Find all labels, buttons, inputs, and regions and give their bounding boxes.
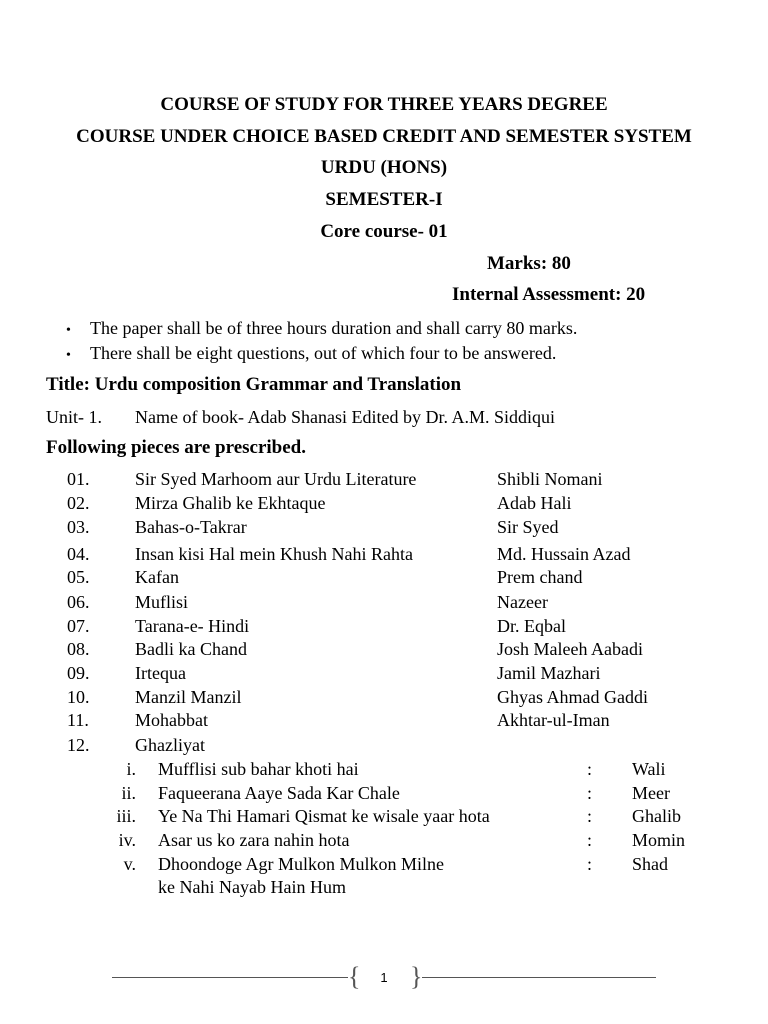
piece-no: 11. (67, 710, 89, 730)
piece-author: Dr. Eqbal (497, 616, 566, 636)
ghazal-poet: Shad (632, 854, 668, 874)
ghazal-num: v. (123, 854, 136, 874)
bullet-2-text: There shall be eight questions, out of which four to be answered. (90, 343, 557, 363)
piece-author: Ghyas Ahmad Gaddi (497, 687, 648, 707)
piece-title: Mohabbat (135, 710, 208, 730)
footer-rule-right (422, 977, 656, 978)
piece-author: Prem chand (497, 567, 583, 587)
piece-title: Kafan (135, 567, 179, 587)
piece-no: 07. (67, 616, 90, 636)
piece-title: Badli ka Chand (135, 639, 247, 659)
ghazal-num: i. (126, 759, 136, 779)
ghazal-num: iv. (118, 830, 136, 850)
piece-author: Nazeer (497, 592, 548, 612)
header-line-4: SEMESTER-I (325, 189, 443, 210)
ghazal-num: iii. (116, 806, 136, 826)
piece-no: 06. (67, 592, 90, 612)
bullet-1-text: The paper shall be of three hours duration and shall carry 80 marks. (90, 318, 578, 338)
page-number: 1 (380, 970, 388, 985)
footer-brace-left: { (348, 962, 361, 991)
internal-assessment-label: Internal Assessment: 20 (452, 284, 646, 305)
footer-rule-left (112, 977, 348, 978)
ghazal-title: Mufflisi sub bahar khoti hai (158, 759, 359, 779)
prescribed-heading: Following pieces are prescribed. (46, 437, 306, 458)
piece-author: Jamil Mazhari (497, 663, 601, 683)
piece-title: Bahas-o-Takrar (135, 517, 247, 537)
ghazal-title-continuation: ke Nahi Nayab Hain Hum (158, 877, 346, 897)
piece-author: Adab Hali (497, 493, 572, 513)
piece-author: Akhtar-ul-Iman (497, 710, 610, 730)
ghazal-poet: Wali (632, 759, 666, 779)
ghazal-sep: : (587, 759, 593, 779)
ghazal-title: Ye Na Thi Hamari Qismat ke wisale yaar hota (158, 806, 490, 826)
bullet-1 (66, 317, 71, 342)
piece-title: Tarana-e- Hindi (135, 616, 250, 636)
ghazal-poet: Meer (632, 783, 670, 803)
ghazal-title: Faqueerana Aaye Sada Kar Chale (158, 783, 400, 803)
ghazal-poet: Ghalib (632, 806, 681, 826)
piece-no: 10. (67, 687, 90, 707)
ghazal-sep: : (587, 854, 593, 874)
ghazal-sep: : (587, 830, 593, 850)
piece-no: 02. (67, 493, 90, 513)
piece-author: Sir Syed (497, 517, 559, 537)
piece-title: Ghazliyat (135, 735, 205, 755)
unit-text: Name of book- Adab Shanasi Edited by Dr. A.M. Siddiqui (135, 407, 555, 427)
piece-title: Sir Syed Marhoom aur Urdu Literature (135, 469, 417, 489)
piece-no: 12. (67, 735, 90, 755)
piece-author: Josh Maleeh Aabadi (497, 639, 643, 659)
piece-no: 05. (67, 567, 90, 587)
ghazal-num: ii. (121, 783, 136, 803)
bullet-dot-icon: • (66, 323, 71, 338)
header-line-3: URDU (HONS) (320, 157, 448, 178)
ghazal-title: Dhoondoge Agr Mulkon Mulkon Milne (158, 854, 444, 874)
piece-no: 09. (67, 663, 90, 683)
ghazal-title: Asar us ko zara nahin hota (158, 830, 350, 850)
piece-title: Manzil Manzil (135, 687, 242, 707)
piece-title: Muflisi (135, 592, 189, 612)
marks-label: Marks: 80 (487, 253, 571, 274)
header-line-2: COURSE UNDER CHOICE BASED CREDIT AND SEMESTER SYSTEM (76, 126, 692, 147)
header-line-5: Core course- 01 (320, 221, 448, 242)
piece-title: Irtequa (135, 663, 186, 683)
piece-no: 01. (67, 469, 90, 489)
bullet-2 (66, 342, 71, 367)
piece-title: Mirza Ghalib ke Ekhtaque (135, 493, 326, 513)
piece-no: 04. (67, 544, 90, 564)
ghazal-sep: : (587, 806, 593, 826)
bullet-dot-icon: • (66, 348, 71, 363)
footer-brace-right: } (410, 962, 423, 991)
ghazal-poet: Momin (632, 830, 686, 850)
header-line-1: COURSE OF STUDY FOR THREE YEARS DEGREE (160, 94, 608, 115)
piece-no: 08. (67, 639, 90, 659)
ghazal-sep: : (587, 783, 593, 803)
course-title: Title: Urdu composition Grammar and Translation (46, 374, 462, 395)
piece-title: Insan kisi Hal mein Khush Nahi Rahta (135, 544, 413, 564)
piece-no: 03. (67, 517, 90, 537)
unit-label: Unit- 1. (46, 407, 102, 427)
piece-author: Shibli Nomani (497, 469, 603, 489)
piece-author: Md. Hussain Azad (497, 544, 631, 564)
